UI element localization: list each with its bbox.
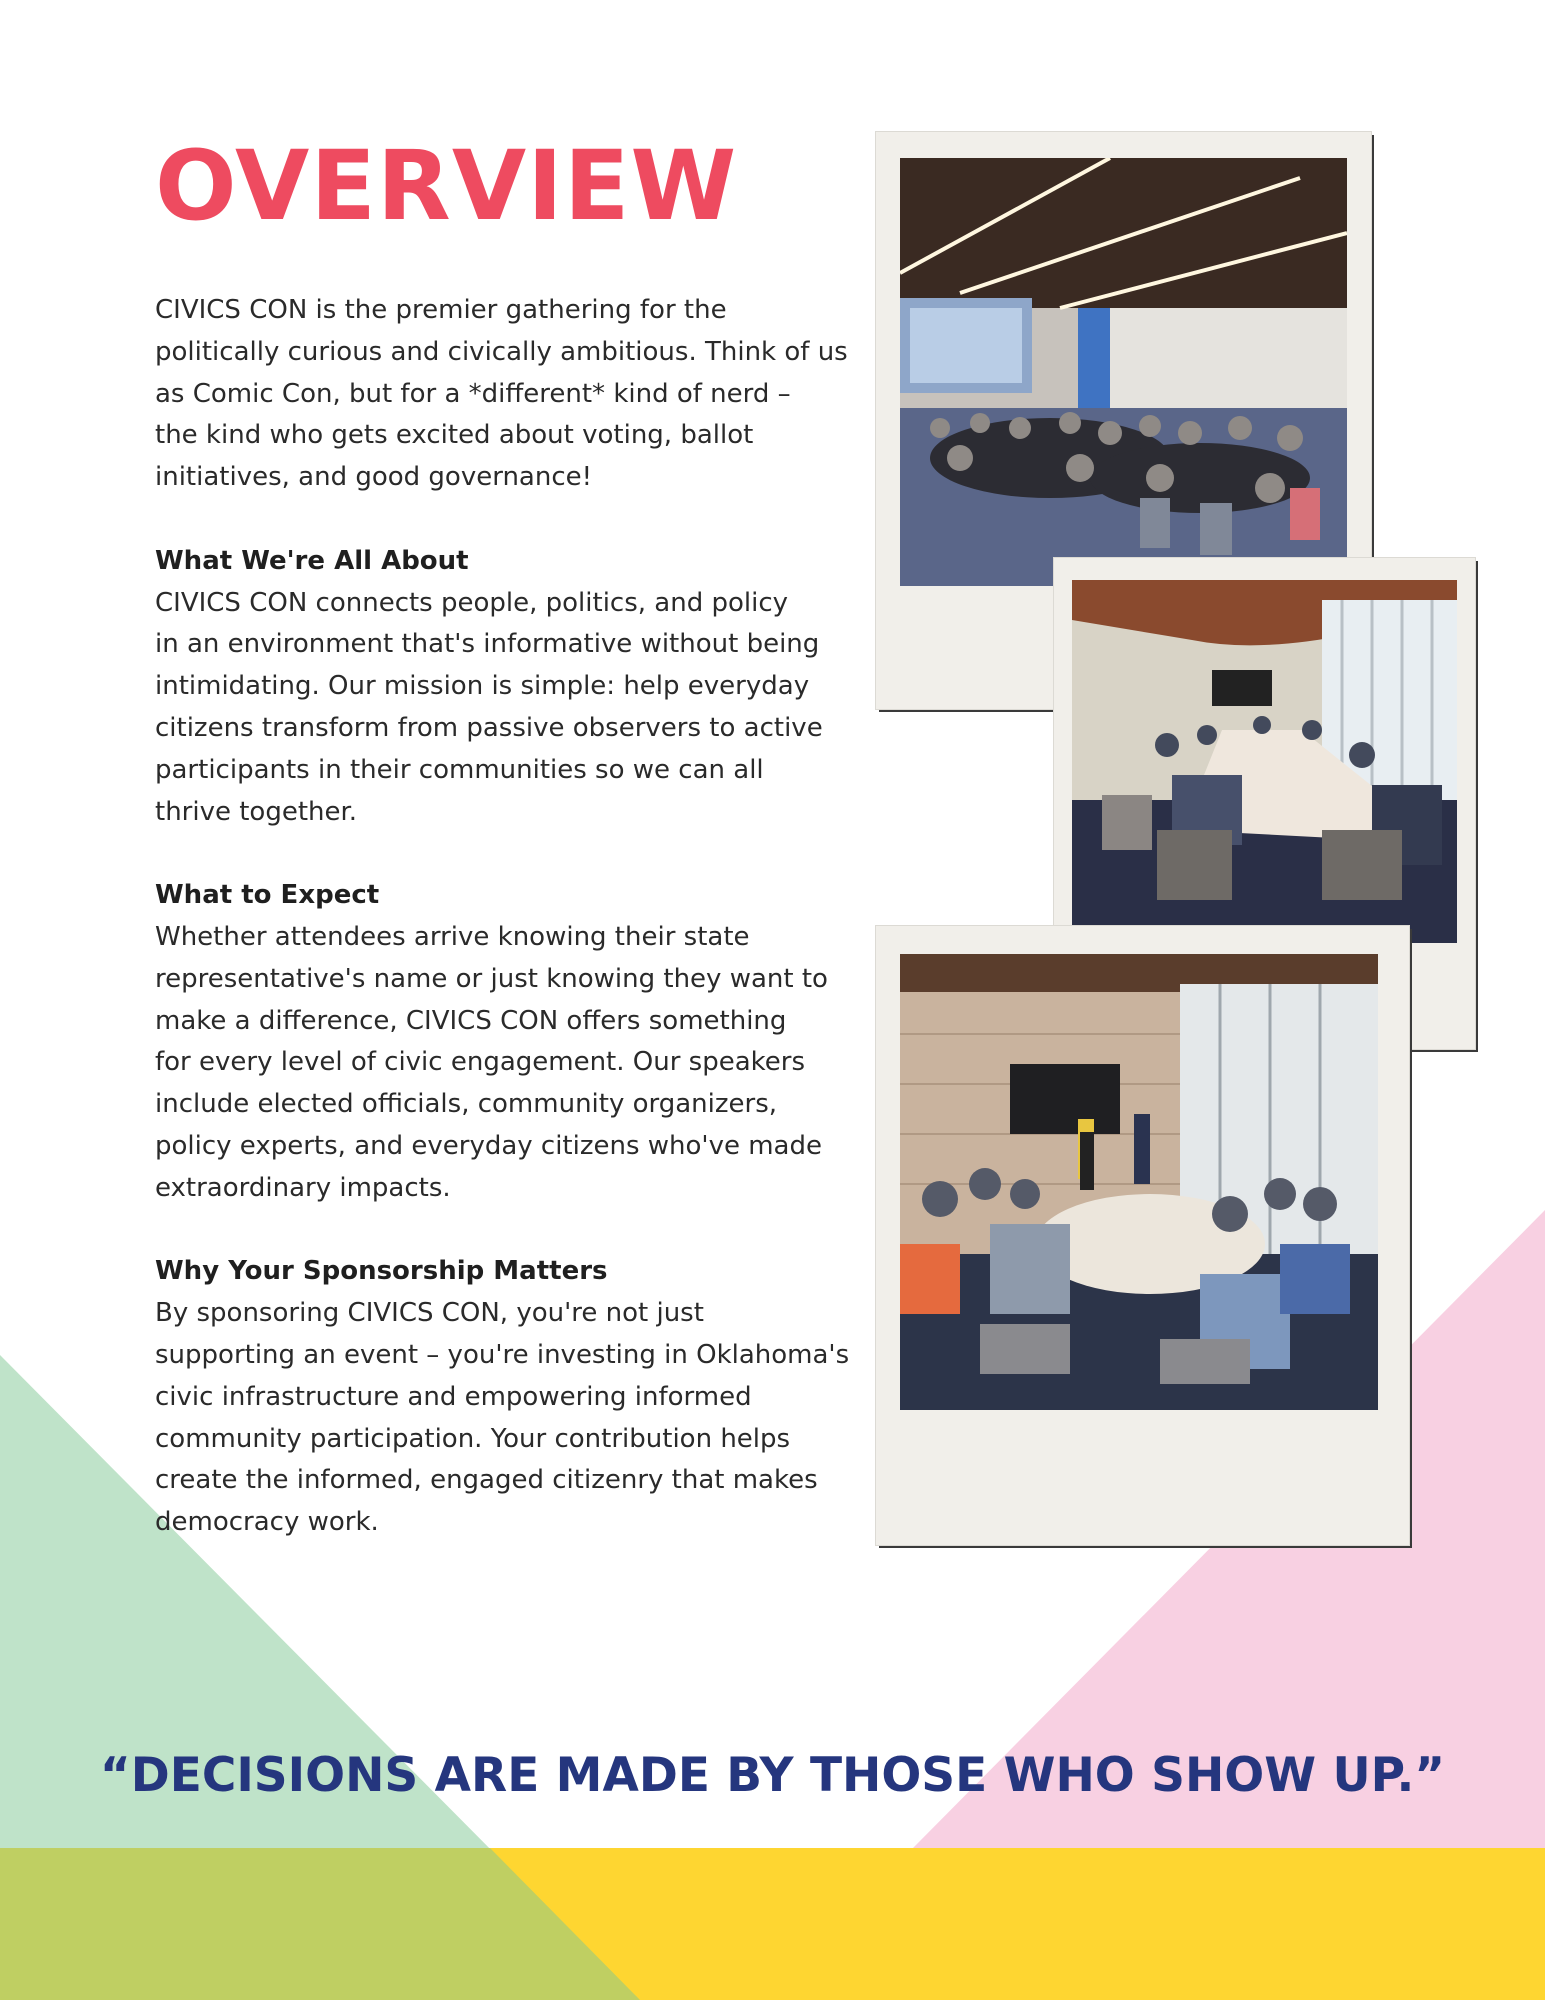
section-body-expect: Whether attendees arrive knowing their state representative's name or just knowing they want to make a difference, CIVICS CON offers something for every level of civic engagement. Our speakers include elected officials, community organizers, policy experts, and everyday citizens who've made extraordinary impacts.: [155, 921, 828, 1203]
photo-frame-3: [876, 926, 1409, 1545]
section-about: [155, 541, 855, 834]
section-body-sponsorship: By sponsoring CIVICS CON, you're not just supporting an event – you're investing in Oklahoma's civic infrastructure and empowering informed community participation. Your contribution helps create the informed, engaged citizenry that makes democracy work.: [155, 1298, 850, 1538]
section-body-about: CIVICS CON connects people, politics, and policy in an environment that's informative without being intimidating. Our mission is simple: help everyday citizens transform from passive observers to active participants in their communities so we can all thrive together.: [155, 587, 823, 827]
section-heading-expect: What to Expect: [155, 880, 380, 911]
conference-hall-photo-icon: [900, 158, 1347, 586]
section-heading-about: What We're All About: [155, 545, 469, 576]
page-title: OVERVIEW: [155, 130, 738, 242]
intro-paragraph: CIVICS CON is the premier gathering for the politically curious and civically ambitious. Think of us as Comic Con, but for a *different* kind of nerd – the kind who gets excited about voting, ballot initiatives, and good governance!: [155, 295, 848, 493]
round-table-discussion-photo-icon: [900, 954, 1378, 1410]
section-expect: [155, 875, 855, 1209]
pull-quote: “DECISIONS ARE MADE BY THOSE WHO SHOW UP.”: [99, 1748, 1446, 1803]
section-heading-sponsorship: Why Your Sponsorship Matters: [155, 1256, 608, 1287]
body-text-column: [155, 290, 855, 1544]
boardroom-meeting-photo-icon: [1072, 580, 1457, 943]
section-sponsorship: [155, 1251, 855, 1544]
